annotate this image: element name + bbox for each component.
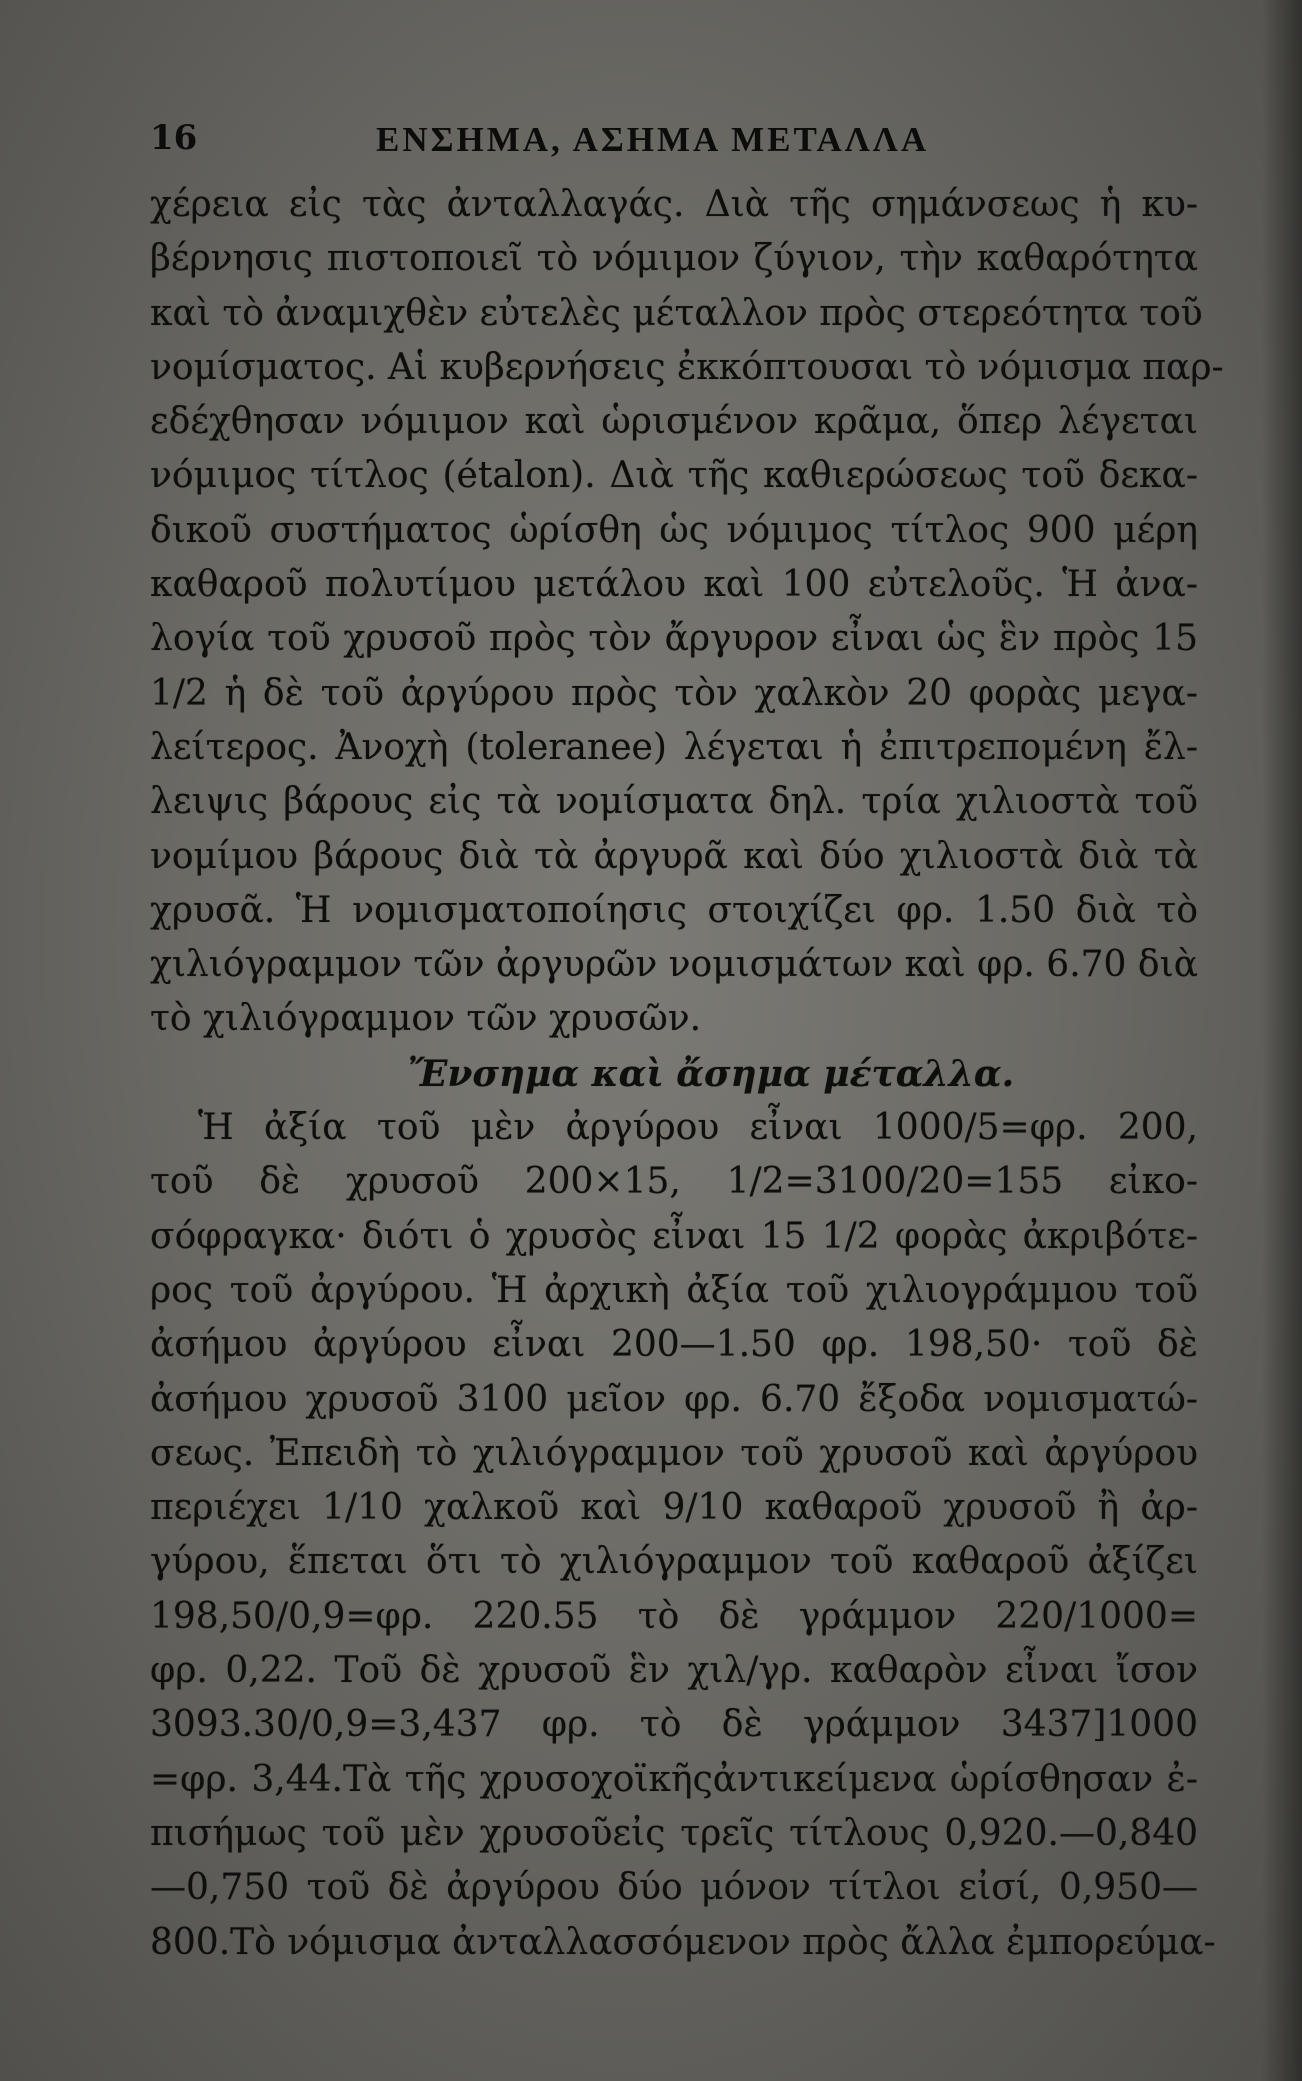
text-line: 198,50/0,9=φρ. 220.55 τὸ δὲ γράμμον 220/1000= bbox=[150, 1595, 1198, 1637]
text-line: λογία τοῦ χρυσοῦ πρὸς τὸν ἄργυρον εἶναι ὡς ἓν πρὸς 15 bbox=[150, 618, 1198, 660]
text-line: Ἡ ἀξία τοῦ μὲν ἀργύρου εἶναι 1000/5=φρ. 200, bbox=[198, 1107, 1198, 1149]
text-line: λειψις βάρους εἰς τὰ νομίσματα δηλ. τρία χιλιοστὰ τοῦ bbox=[150, 781, 1198, 823]
text-line: =φρ. 3,44.Τὰ τῆς χρυσοχοϊκῆςἀντικείμενα ὡρίσθησαν ἐ- bbox=[150, 1758, 1198, 1800]
text-line: 800.Τὸ νόμισμα ἀνταλλασσόμενον πρὸς ἄλλα ἐμπορεύμα- bbox=[150, 1921, 1216, 1963]
text-line: —0,750 τοῦ δὲ ἀργύρου δύο μόνον τίτλοι εἰσί, 0,950— bbox=[150, 1867, 1198, 1909]
text-line: σεως. Ἐπειδὴ τὸ χιλιόγραμμον τοῦ χρυσοῦ καὶ ἀργύρου bbox=[150, 1432, 1198, 1474]
text-line: 3093.30/0,9=3,437 φρ. τὸ δὲ γράμμον 3437]1000 bbox=[150, 1704, 1198, 1746]
text-line: καθαροῦ πολυτίμου μετάλου καὶ 100 εὐτελοῦς. Ἡ ἀνα- bbox=[150, 564, 1198, 606]
text-line: τὸ χιλιόγραμμον τῶν χρυσῶν. bbox=[150, 998, 702, 1040]
book-page bbox=[118, 110, 1228, 1963]
text-line: νομίσματος. Αἱ κυβερνήσεις ἐκκόπτουσαι τὸ νόμισμα παρ- bbox=[150, 346, 1224, 388]
text-line: ἀσήμου ἀργύρου εἶναι 200—1.50 φρ. 198,50· τοῦ δὲ bbox=[150, 1324, 1198, 1366]
text-line: ἀσήμου χρυσοῦ 3100 μεῖον φρ. 6.70 ἔξοδα νομισματώ- bbox=[150, 1378, 1198, 1420]
text-line: φρ. 0,22. Τοῦ δὲ χρυσοῦ ἓν χιλ/γρ. καθαρὸν εἶναι ἴσον bbox=[150, 1650, 1198, 1692]
text-line: 1/2 ἡ δὲ τοῦ ἀργύρου πρὸς τὸν χαλκὸν 20 φορὰς μεγα- bbox=[150, 672, 1198, 714]
text-line: περιέχει 1/10 χαλκοῦ καὶ 9/10 καθαροῦ χρυσοῦ ἢ ἀρ- bbox=[150, 1487, 1198, 1529]
spine-shadow bbox=[1262, 0, 1302, 2081]
text-line: καὶ τὸ ἀναμιχθὲν εὐτελὲς μέταλλον πρὸς στερεότητα τοῦ bbox=[150, 292, 1203, 334]
text-line: δικοῦ συστήματος ὡρίσθη ὡς νόμιμος τίτλος 900 μέρη bbox=[150, 509, 1198, 551]
text-line: χρυσᾶ. Ἡ νομισματοποίησις στοιχίζει φρ. 1.50 διὰ τὸ bbox=[150, 889, 1198, 931]
text-line: τοῦ δὲ χρυσοῦ 200×15, 1/2=3100/20=155 εἰκο- bbox=[150, 1161, 1198, 1203]
page-number: 16 bbox=[150, 118, 198, 158]
text-line: νομίμου βάρους διὰ τὰ ἀργυρᾶ καὶ δύο χιλιοστὰ διὰ τὰ bbox=[150, 835, 1198, 877]
running-title: ΕΝΣΗΜΑ, ΑΣΗΜΑ ΜΕΤΑΛΛΑ bbox=[376, 120, 930, 159]
text-line: χέρεια εἰς τὰς ἀνταλλαγάς. Διὰ τῆς σημάνσεως ἡ κυ- bbox=[150, 184, 1198, 225]
text-line: πισήμως τοῦ μὲν χρυσοῦεἰς τρεῖς τίτλους 0,920.—0,840 bbox=[150, 1812, 1198, 1854]
text-line: νόμιμος τίτλος (étalon). Διὰ τῆς καθιερώσεως τοῦ δεκα- bbox=[150, 455, 1198, 497]
text-line: γύρου, ἕπεται ὅτι τὸ χιλιόγραμμον τοῦ καθαροῦ ἀξίζει bbox=[150, 1541, 1198, 1583]
body-text bbox=[118, 178, 1228, 1970]
section-subheading: Ἔνσημα καὶ ἄσημα μέταλλα. bbox=[408, 1052, 1015, 1095]
text-line: βέρνησις πιστοποιεῖ τὸ νόμιμον ζύγιον, τὴν καθαρότητα bbox=[150, 238, 1198, 280]
running-head bbox=[118, 110, 1228, 172]
text-line: λείτερος. Ἀνοχὴ (toleranee) λέγεται ἡ ἐπιτρεπομένη ἔλ- bbox=[150, 726, 1198, 768]
text-line: χιλιόγραμμον τῶν ἀργυρῶν νομισμάτων καὶ φρ. 6.70 διὰ bbox=[150, 944, 1198, 986]
text-line: εδέχθησαν νόμιμον καὶ ὡρισμένον κρᾶμα, ὅπερ λέγεται bbox=[150, 401, 1198, 443]
text-line: σόφραγκα· διότι ὁ χρυσὸς εἶναι 15 1/2 φορὰς ἀκριβότε- bbox=[150, 1215, 1198, 1257]
text-line: ρος τοῦ ἀργύρου. Ἡ ἀρχικὴ ἀξία τοῦ χιλιογράμμου τοῦ bbox=[150, 1269, 1198, 1311]
